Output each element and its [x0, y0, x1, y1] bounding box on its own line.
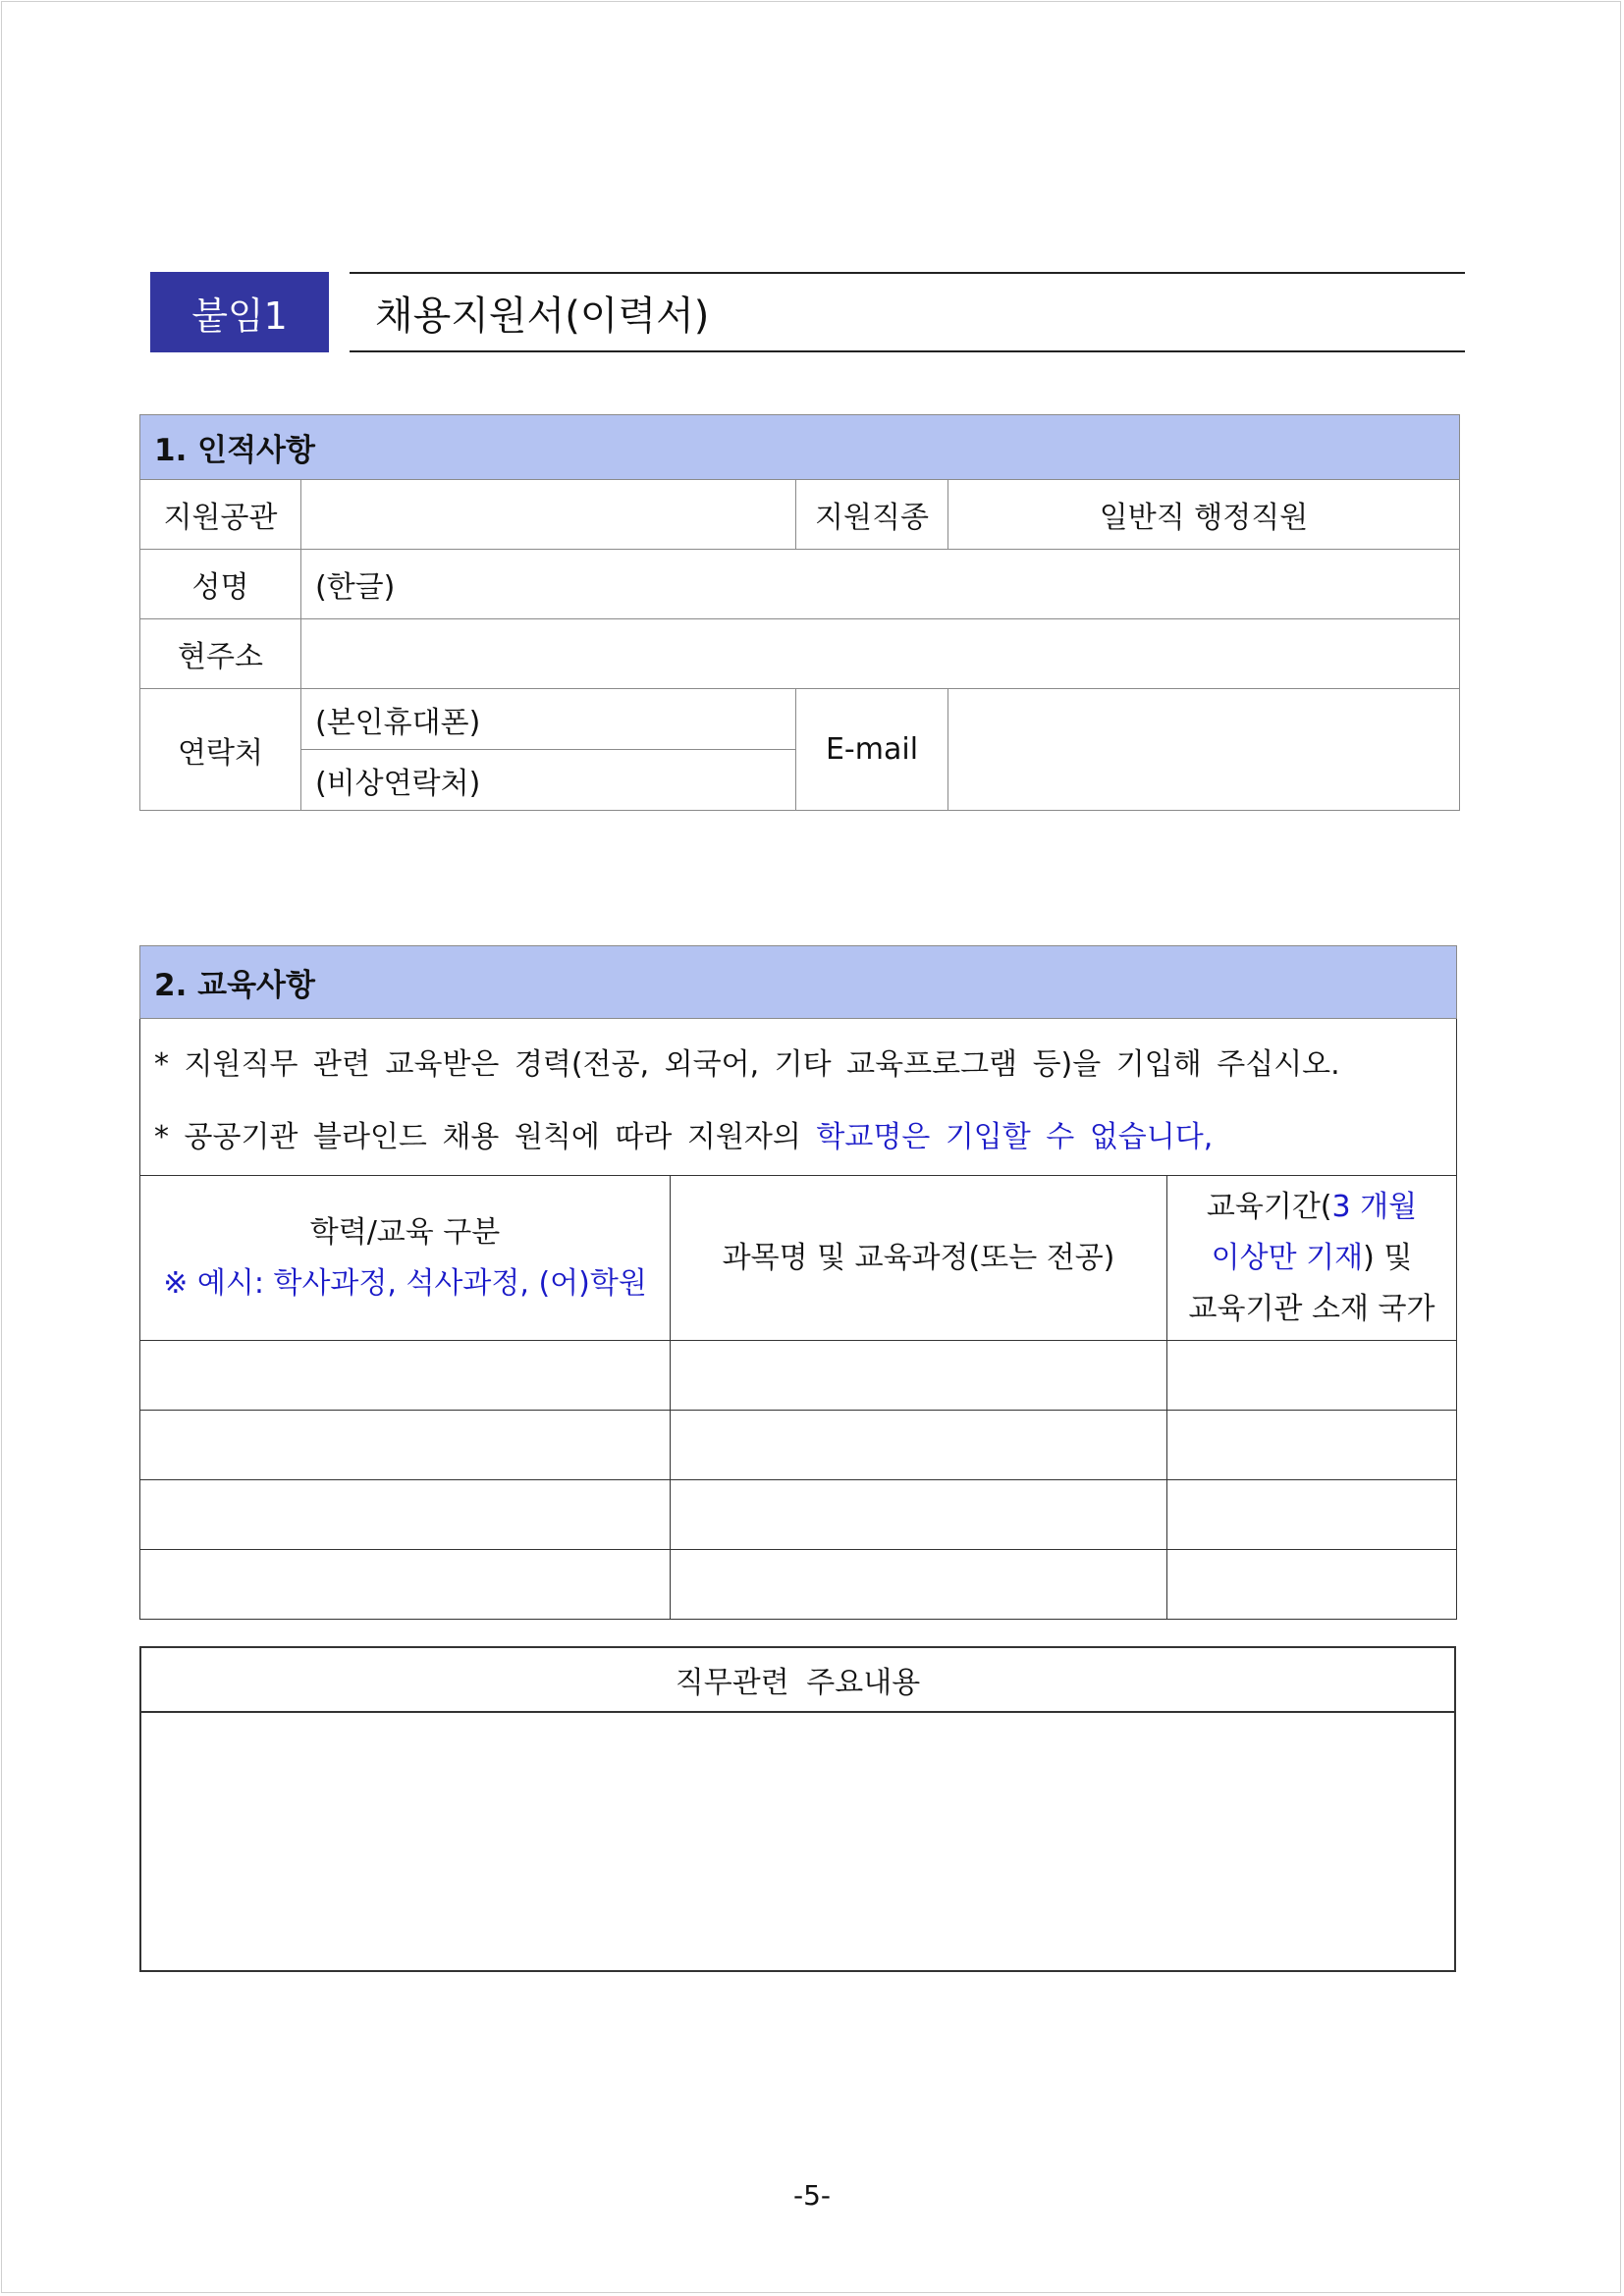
agency-label: 지원공관: [140, 480, 301, 550]
job-content-heading: 직무관련 주요내용: [140, 1647, 1455, 1712]
education-type-title: 학력/교육 구분: [309, 1214, 501, 1250]
period-cell[interactable]: [1167, 1341, 1457, 1411]
table-row: [140, 1480, 1457, 1550]
personal-info-table: [139, 414, 1460, 811]
job-content-table: [139, 1646, 1456, 1972]
section-2-heading: 2. 교육사항: [140, 946, 1457, 1019]
period-header-only: 이상만 기재: [1211, 1240, 1364, 1275]
section-1-heading: 1. 인적사항: [140, 415, 1460, 480]
education-notes: [140, 1019, 1457, 1176]
education-note-2-highlight: 학교명은 기입할 수 없습니다,: [816, 1120, 1214, 1154]
period-cell[interactable]: [1167, 1480, 1457, 1550]
name-field[interactable]: (한글): [301, 550, 1460, 619]
address-field[interactable]: [301, 619, 1460, 689]
contact-label: 연락처: [140, 689, 301, 811]
course-cell[interactable]: [671, 1480, 1167, 1550]
email-field[interactable]: [948, 689, 1460, 811]
education-note-1: * 지원직무 관련 교육받은 경력(전공, 외국어, 기타 교육프로그램 등)을 기입해 주십시오.: [154, 1047, 1340, 1082]
period-header-line-3: 교육기관 소재 국가: [1188, 1291, 1435, 1326]
mobile-field[interactable]: (본인휴대폰): [301, 689, 796, 750]
period-header-line-2: [1181, 1233, 1442, 1284]
period-header-line-1: [1181, 1182, 1442, 1233]
name-label: 성명: [140, 550, 301, 619]
page-number: -5-: [792, 2179, 832, 2212]
document-title: 채용지원서(이력서): [350, 272, 1465, 352]
job-content-field[interactable]: [140, 1712, 1455, 1971]
education-note-2: [154, 1101, 1442, 1174]
table-row: [140, 1341, 1457, 1411]
education-type-cell[interactable]: [140, 1341, 671, 1411]
course-cell[interactable]: [671, 1341, 1167, 1411]
education-type-header: [140, 1176, 671, 1341]
education-type-example: ※ 예시: 학사과정, 석사과정, (어)학원: [163, 1265, 647, 1301]
period-header: [1167, 1176, 1457, 1341]
period-cell[interactable]: [1167, 1550, 1457, 1620]
table-row: [140, 1550, 1457, 1620]
course-cell[interactable]: [671, 1550, 1167, 1620]
course-header: 과목명 및 교육과정(또는 전공): [671, 1176, 1167, 1341]
agency-field[interactable]: [301, 480, 796, 550]
period-header-min: 3 개월: [1331, 1189, 1418, 1224]
emergency-contact-field[interactable]: (비상연락처): [301, 750, 796, 811]
education-type-cell[interactable]: [140, 1480, 671, 1550]
period-cell[interactable]: [1167, 1411, 1457, 1480]
education-type-cell[interactable]: [140, 1411, 671, 1480]
period-header-suffix: ) 및: [1363, 1240, 1413, 1275]
attachment-badge: 붙임1: [150, 272, 329, 352]
education-note-2-text: * 공공기관 블라인드 채용 원칙에 따라 지원자의: [154, 1120, 817, 1154]
course-cell[interactable]: [671, 1411, 1167, 1480]
education-table: [139, 945, 1457, 1620]
period-header-text: 교육기간(: [1206, 1189, 1332, 1224]
job-type-value: 일반직 행정직원: [948, 480, 1460, 550]
education-type-cell[interactable]: [140, 1550, 671, 1620]
email-label: E-mail: [796, 689, 948, 811]
job-type-label: 지원직종: [796, 480, 948, 550]
table-row: [140, 1411, 1457, 1480]
address-label: 현주소: [140, 619, 301, 689]
